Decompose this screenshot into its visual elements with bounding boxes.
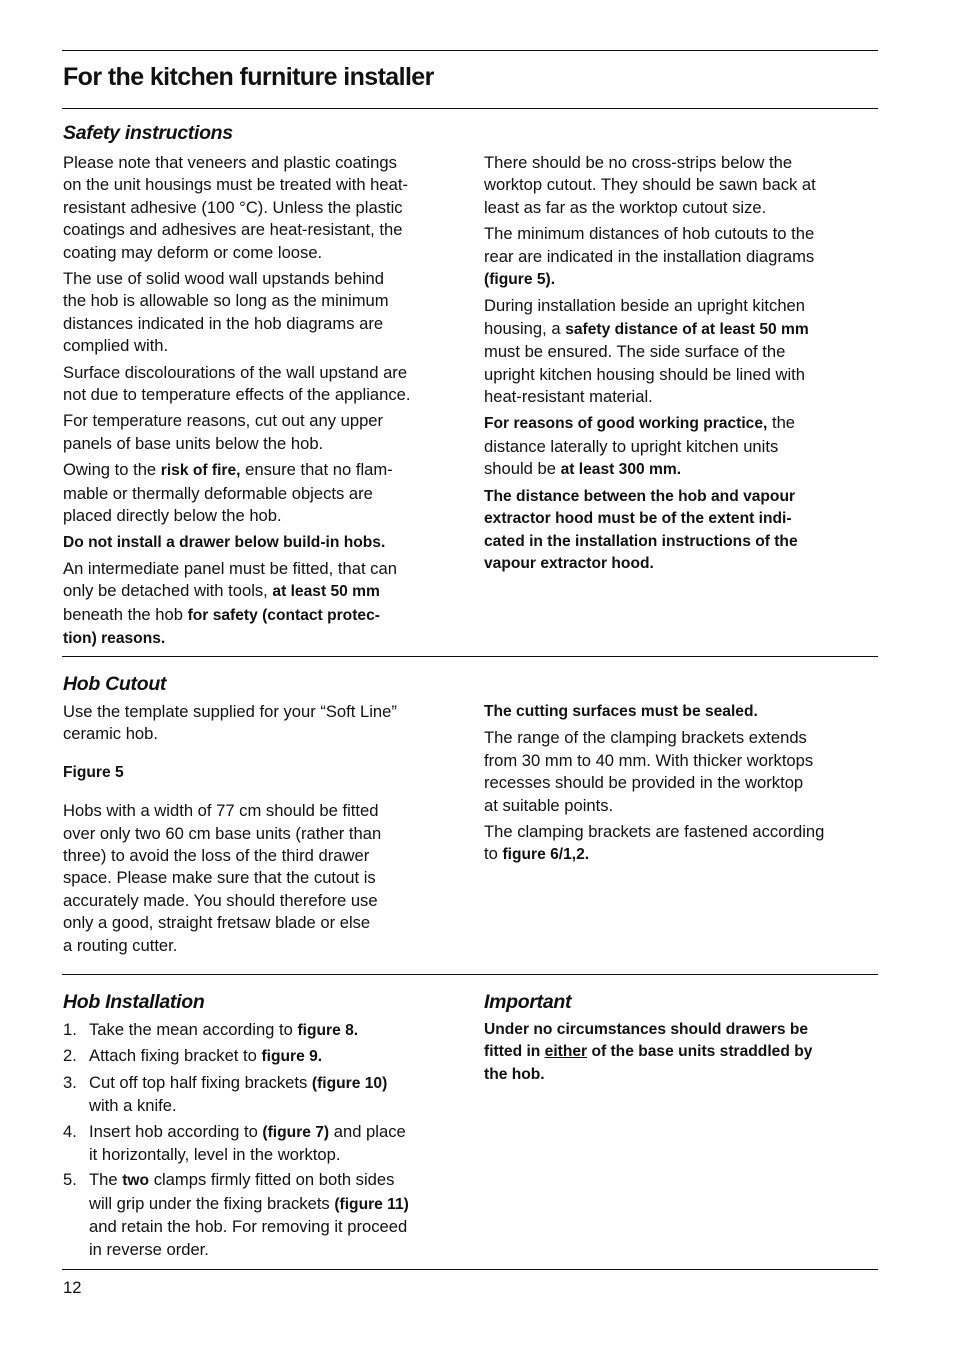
warning-no-drawer: Do not install a drawer below build-in hobs. — [63, 533, 386, 551]
figure-5-label: Figure 5 — [63, 763, 124, 781]
paragraph-wood-upstands: The use of solid wood wall upstands behind the hob is allowable so long as the minimum distances indicated in the hob diagrams are complied with. — [63, 269, 389, 356]
step-1: 1. Take the mean according to figure 8. — [63, 1020, 359, 1039]
page-number: 12 — [63, 1278, 82, 1297]
paragraph-veneers: Please note that veneers and plastic coatings on the unit housings must be treated with heat- resistant adhesive (100 °C). Unless the plastic coatings and adhesives are heat-resistant, the coating may deform or come loose. — [63, 153, 408, 262]
step-4: 4. Insert hob according to (figure 7) and place it horizontally, level in the worktop. — [63, 1121, 406, 1165]
installation-heading: Hob Installation — [63, 991, 205, 1013]
paragraph-temperature: For temperature reasons, cut out any upper panels of base units below the hob. — [63, 411, 384, 453]
paragraph-minimum-distances: The minimum distances of hob cutouts to the rear are indicated in the installation diagrams (figure 5). — [484, 224, 815, 289]
section-rule-installation — [62, 974, 878, 975]
paragraph-working-practice: For reasons of good working practice, the distance laterally to upright kitchen units should be at least 300 mm. — [484, 413, 796, 479]
paragraph-discolourations: Surface discolourations of the wall upstand are not due to temperature effects of the appliance. — [63, 362, 411, 405]
important-drawers-warning: Under no circumstances should drawers be fitted in either of the base units straddled by the hob. — [484, 1021, 813, 1083]
page-title: For the kitchen furniture installer — [63, 63, 434, 91]
top-rule — [62, 50, 878, 51]
step-3: 3. Cut off top half fixing brackets (figure 10) with a knife. — [63, 1072, 388, 1116]
installation-steps — [63, 1019, 455, 1264]
cutout-right-column — [484, 701, 876, 871]
paragraph-77cm-hobs: Hobs with a width of 77 cm should be fitted over only two 60 cm base units (rather than three) to avoid the loss of the third drawer space. Please make sure that the cutout is accurately made. You should therefore use only a good, straight fretsaw blade or else a routing cutter. — [63, 801, 382, 955]
step-5: 5. The two clamps firmly fitted on both sides will grip under the fixing brackets (figure 11) and retain the hob. For removing it proceed in reverse order. — [63, 1170, 409, 1259]
step-2: 2. Attach fixing bracket to figure 9. — [63, 1046, 323, 1066]
paragraph-upright-housing: During installation beside an upright kitchen housing, a safety distance of at least 50 mm must be ensured. The side surface of the upright kitchen housing should be lined with heat-resistant material. — [484, 296, 809, 407]
safety-left-column — [63, 152, 455, 655]
cutout-heading: Hob Cutout — [63, 673, 167, 695]
paragraph-intermediate-panel: An intermediate panel must be fitted, that can only be detached with tools, at least 50 mm beneath the hob for safety (contact protec- tion) reasons. — [63, 558, 397, 648]
title-rule — [62, 108, 878, 109]
safety-heading: Safety instructions — [63, 122, 233, 144]
paragraph-fire-risk: Owing to the risk of fire, ensure that no flam- mable or thermally deformable objects are placed directly below the hob. — [63, 460, 393, 526]
bottom-rule — [62, 1269, 878, 1270]
section-rule-cutout — [62, 656, 878, 657]
important-heading: Important — [484, 991, 572, 1013]
paragraph-cross-strips: There should be no cross-strips below the worktop cutout. They should be sawn back at least as far as the worktop cutout size. — [484, 153, 816, 217]
seal-note: The cutting surfaces must be sealed. — [484, 703, 758, 720]
paragraph-clamping-range: The range of the clamping brackets extends from 30 mm to 40 mm. With thicker worktops recesses should be provided in the worktop at suitable points. — [484, 728, 814, 815]
paragraph-extractor-hood: The distance between the hob and vapour extractor hood must be of the extent indi- cated in the installation instructions of the vapour extractor hood. — [484, 487, 798, 572]
important-note — [484, 1019, 876, 1090]
paragraph-template: Use the template supplied for your “Soft Line” ceramic hob. — [63, 702, 397, 744]
cutout-left-column — [63, 701, 455, 961]
paragraph-clamping-fasten: The clamping brackets are fastened according to figure 6/1,2. — [484, 822, 825, 864]
safety-right-column — [484, 152, 876, 579]
